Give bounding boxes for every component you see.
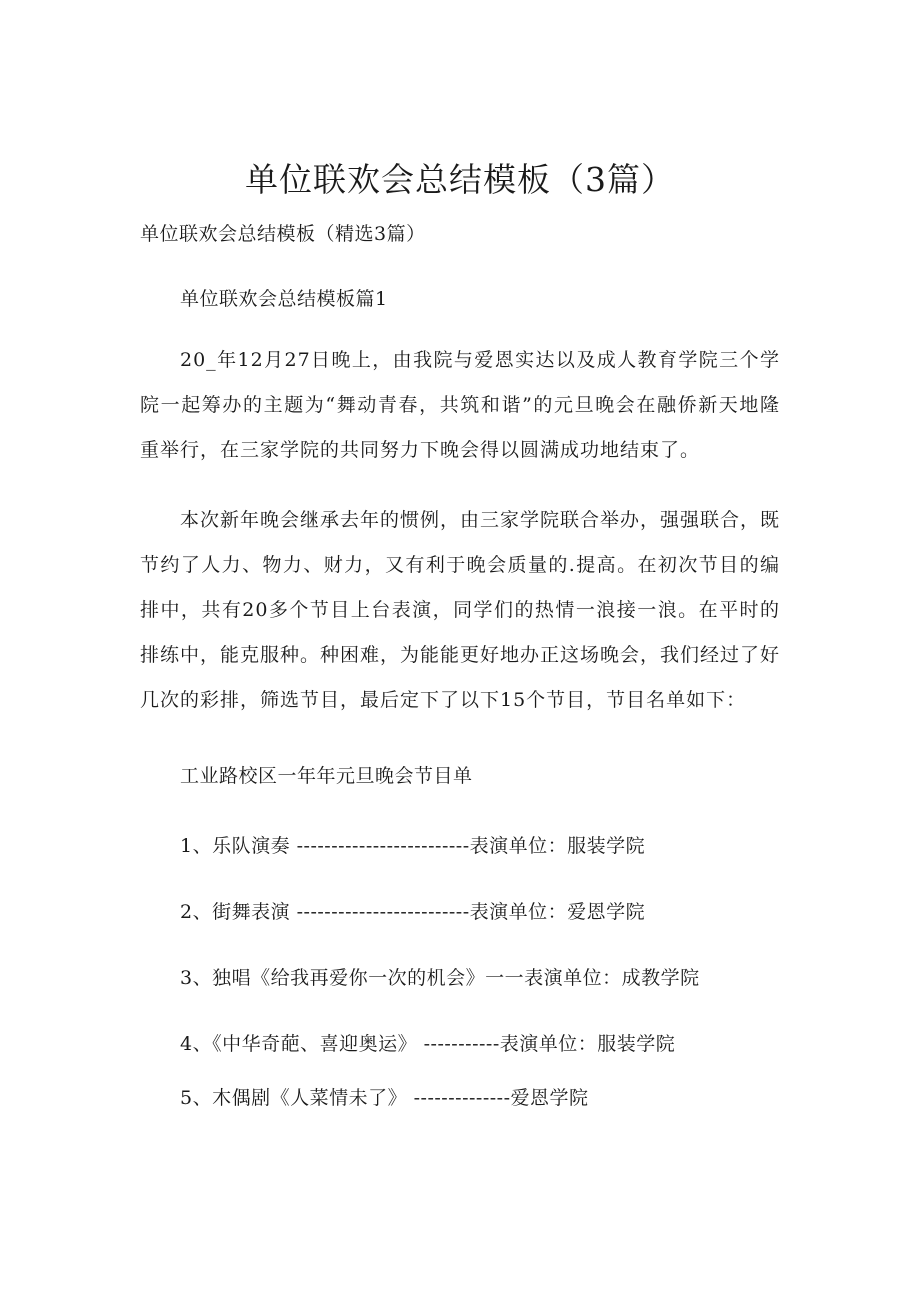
- program-item: 2、街舞表演 -------------------------表演单位：爱恩学院: [180, 901, 646, 923]
- program-item: 3、独唱《给我再爱你一次的机会》一一表演单位：成教学院: [180, 967, 700, 989]
- document-subtitle: 单位联欢会总结模板（精选3篇）: [140, 223, 426, 245]
- program-list-title: 工业路校区一年年元旦晚会节目单: [180, 765, 473, 787]
- program-item: 1、乐队演奏 -------------------------表演单位：服装学院: [180, 835, 646, 857]
- program-item: 5、木偶剧《人菜情未了》 --------------爱恩学院: [180, 1087, 589, 1109]
- paragraph-2: [140, 498, 780, 723]
- document-title: 单位联欢会总结模板（3篇）: [245, 160, 675, 199]
- program-item: 4、《中华奇葩、喜迎奥运》 -----------表演单位：服装学院: [180, 1033, 676, 1055]
- paragraph-1-text: 20_年12月27日晚上，由我院与爱恩实达以及成人教育学院三个学院一起筹办的主题为“舞动青春，共筑和谐”的元旦晚会在融侨新天地隆重举行，在三家学院的共同努力下晚会得以圆满成功地结束了。: [140, 349, 780, 461]
- paragraph-1: [140, 338, 780, 473]
- paragraph-2-text: 本次新年晚会继承去年的惯例，由三家学院联合举办，强强联合，既节约了人力、物力、财力，又有利于晚会质量的.提高。在初次节目的编排中，共有20多个节目上台表演，同学们的热情一浪接一浪。在平时的排练中，能克服种。种困难，为能能更好地办正这场晚会，我们经过了好几次的彩排，筛选节目，最后定下了以下15个节目，节目名单如下：: [140, 509, 781, 711]
- section-heading: 单位联欢会总结模板篇1: [180, 288, 388, 310]
